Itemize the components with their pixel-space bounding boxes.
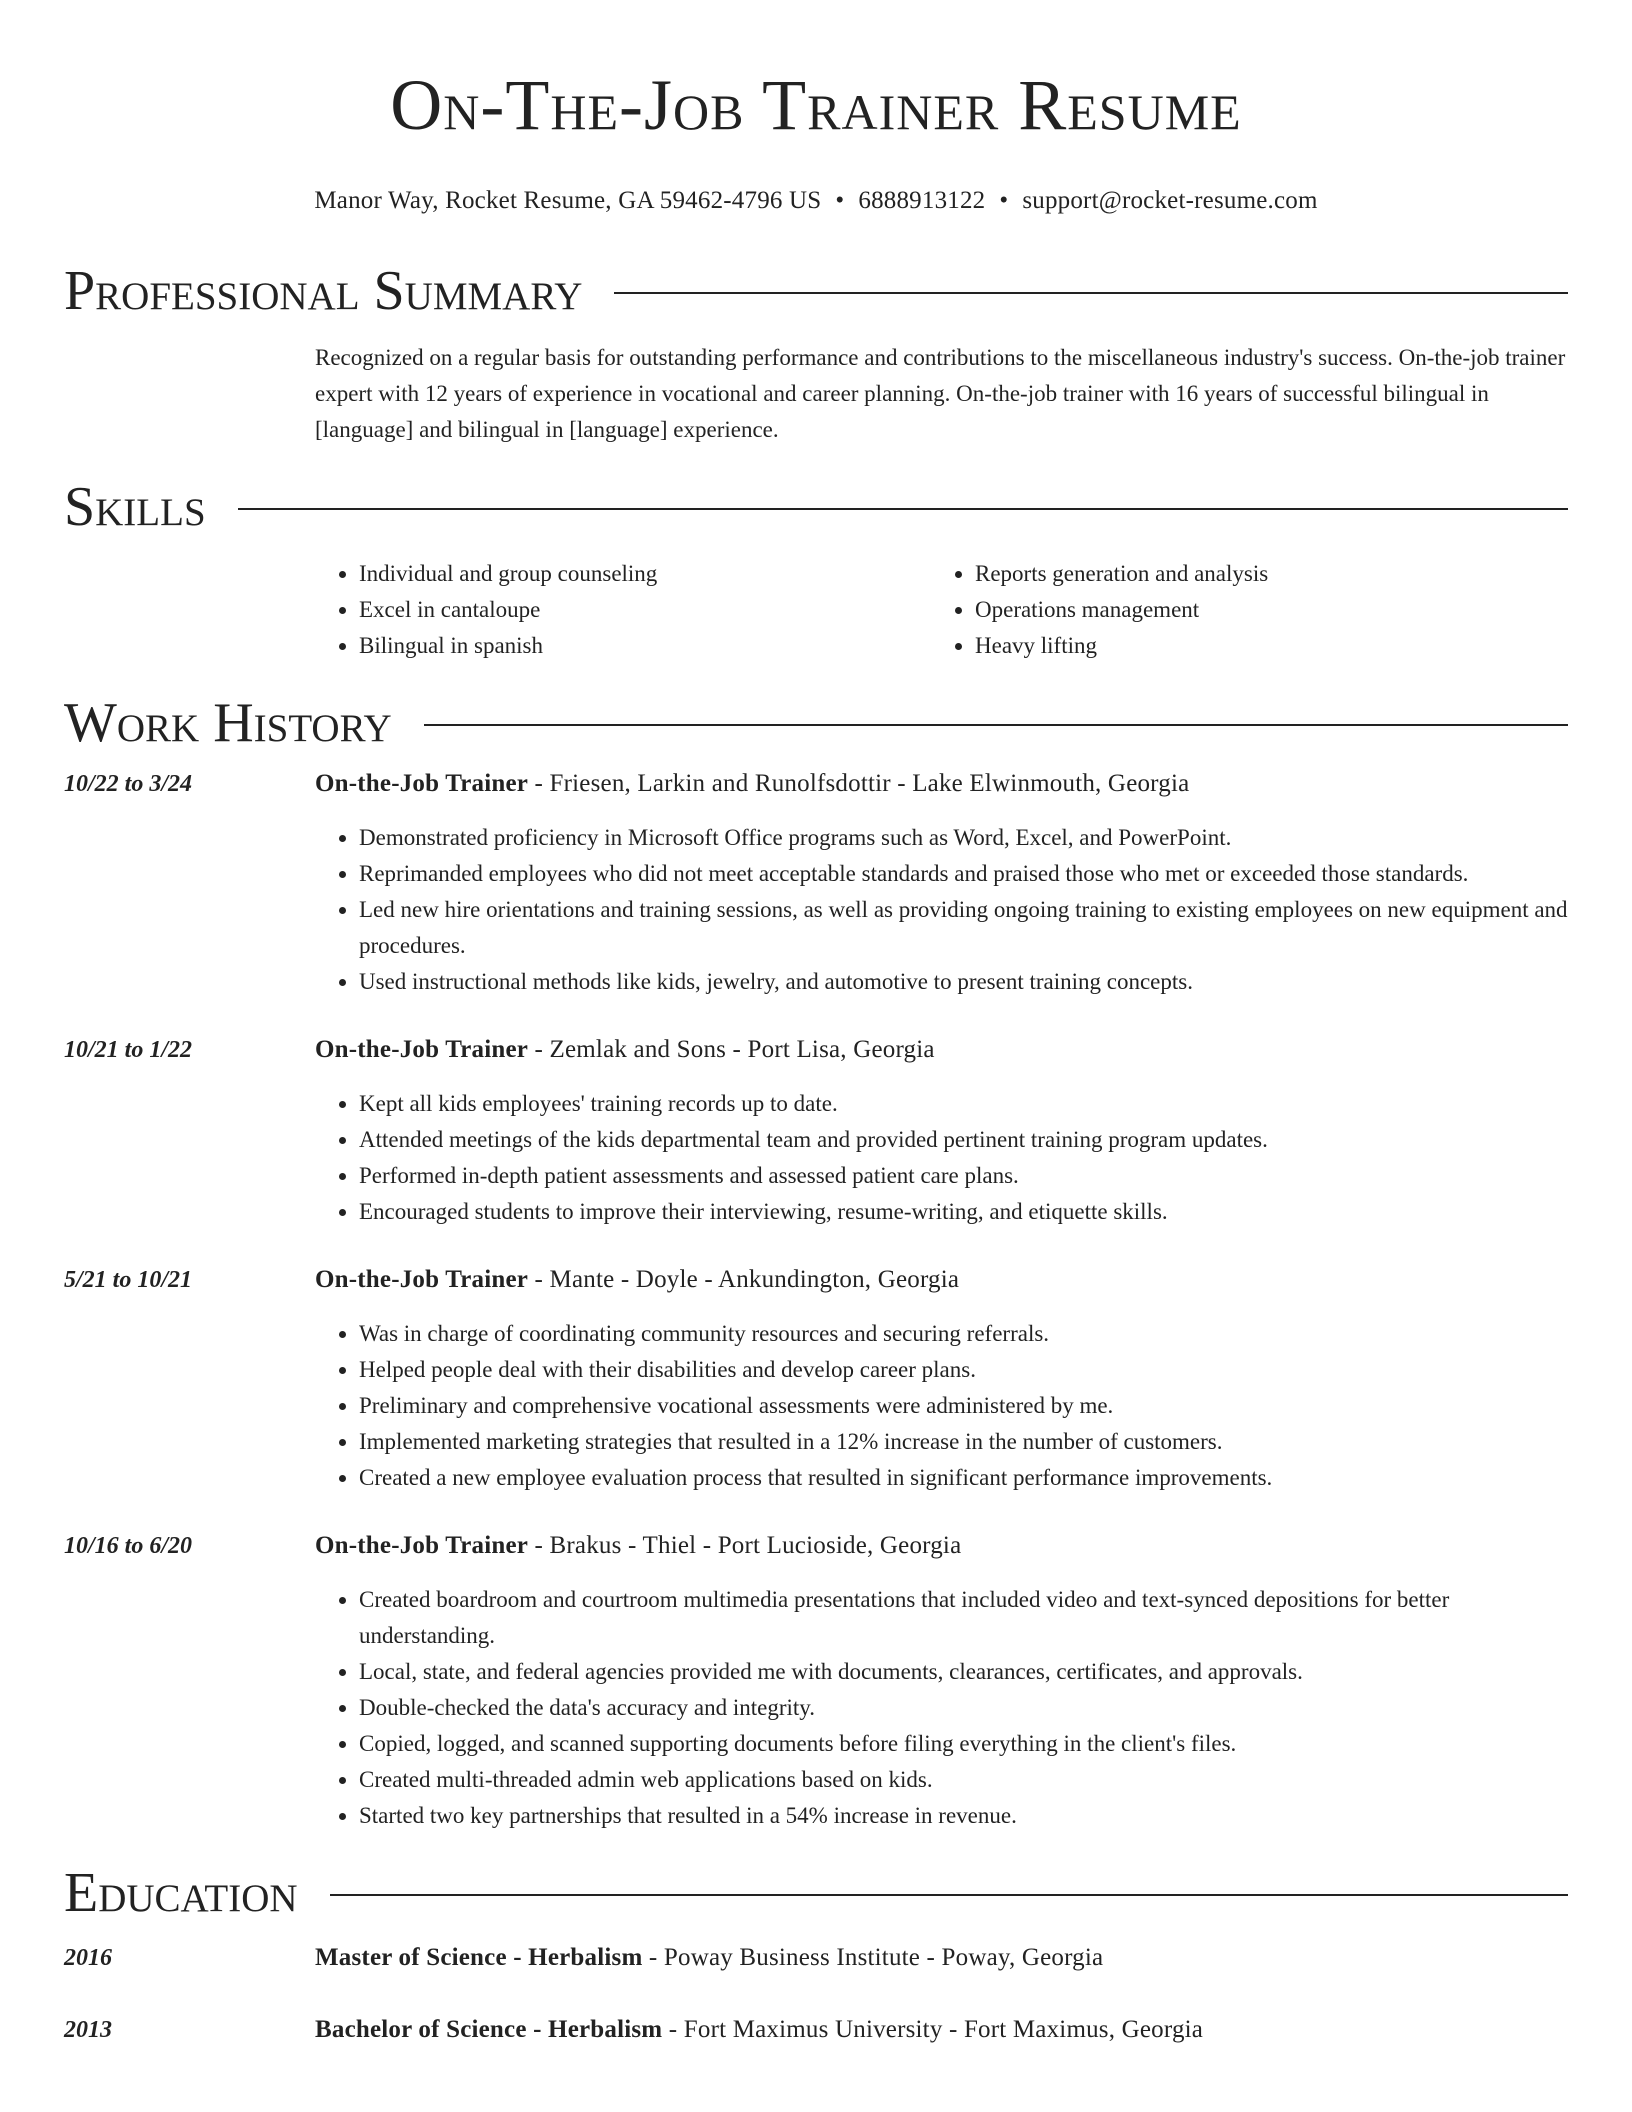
education-entry (64, 1940, 1568, 1976)
job-employer: - Mante - Doyle - Ankundington, Georgia (528, 1266, 960, 1293)
school: - Poway Business Institute - Poway, Georgia (642, 1944, 1104, 1971)
section-divider (424, 724, 1568, 726)
list-item: • Preliminary and comprehensive vocational assessments were administered by me. (359, 1388, 1568, 1424)
skill-item: • Operations management (975, 592, 1547, 628)
separator-dot: • (999, 187, 1009, 214)
job-dates: 10/21 to 1/22 (64, 1037, 193, 1063)
list-item: • Implemented marketing strategies that resulted in a 12% increase in the number of customers. (359, 1424, 1568, 1460)
job-bullets (315, 1316, 1568, 1496)
education-details (315, 1940, 1103, 1976)
separator-dot: • (835, 187, 845, 214)
list-item: • Performed in-depth patient assessments and assessed patient care plans. (359, 1158, 1568, 1194)
list-item: • Double-checked the data's accuracy and integrity. (359, 1690, 1568, 1726)
skill-item: • Reports generation and analysis (975, 556, 1547, 592)
school: - Fort Maximus University - Fort Maximus, Georgia (662, 2016, 1204, 2043)
section-heading: Professional Summary (64, 260, 583, 322)
job-employer: - Friesen, Larkin and Runolfsdottir - Lake Elwinmouth, Georgia (528, 770, 1190, 797)
contact-line (64, 186, 1568, 216)
section-professional-summary (64, 258, 1568, 324)
skills-list (315, 556, 1568, 664)
job-dates: 5/21 to 10/21 (64, 1267, 193, 1293)
section-skills (64, 474, 1568, 540)
job-dates: 10/16 to 6/20 (64, 1533, 193, 1559)
job-entry (64, 1032, 1568, 1230)
list-item: • Attended meetings of the kids departmental team and provided pertinent training program updates. (359, 1122, 1568, 1158)
job-title: On-the-Job Trainer (315, 1532, 529, 1559)
list-item: • Encouraged students to improve their interviewing, resume-writing, and etiquette skills. (359, 1194, 1568, 1230)
section-work-history (64, 690, 1568, 756)
job-title-line (315, 1528, 1568, 1564)
list-item: • Reprimanded employees who did not meet acceptable standards and praised those who met or exceeded those standards. (359, 856, 1568, 892)
section-heading: Work History (64, 692, 392, 754)
degree: Bachelor of Science - Herbalism (315, 2016, 663, 2043)
address: Manor Way, Rocket Resume, GA 59462-4796 US (314, 187, 822, 214)
list-item: • Started two key partnerships that resulted in a 54% increase in revenue. (359, 1798, 1568, 1834)
education-details (315, 2012, 1203, 2048)
education-year: 2013 (64, 2017, 112, 2043)
list-item: • Helped people deal with their disabilities and develop career plans. (359, 1352, 1568, 1388)
job-title-line (315, 1032, 1568, 1068)
section-heading: Education (64, 1862, 298, 1924)
job-title: On-the-Job Trainer (315, 1036, 529, 1063)
job-title: On-the-Job Trainer (315, 1266, 529, 1293)
skills-column-right (931, 556, 1547, 664)
job-title-line (315, 766, 1568, 802)
job-title-line (315, 1262, 1568, 1298)
list-item: • Led new hire orientations and training sessions, as well as providing ongoing training to existing employees on new equipment and procedures. (359, 892, 1568, 964)
skills-column-left (315, 556, 931, 664)
list-item: • Was in charge of coordinating community resources and securing referrals. (359, 1316, 1568, 1352)
section-heading: Skills (64, 476, 206, 538)
email-link[interactable]: support@rocket-resume.com (1022, 187, 1318, 214)
section-divider (330, 1894, 1568, 1896)
degree: Master of Science - Herbalism (315, 1944, 643, 1971)
resume-title: On-The-Job Trainer Resume (390, 65, 1242, 145)
section-divider (614, 292, 1568, 294)
list-item: • Created boardroom and courtroom multimedia presentations that included video and text-synced depositions for better understanding. (359, 1582, 1568, 1654)
skill-item: • Individual and group counseling (359, 556, 931, 592)
summary-text: Recognized on a regular basis for outstanding performance and contributions to the miscellaneous industry's success. On-the-job trainer expert with 12 years of experience in vocational and career planning. On-the-job trainer with 16 years of successful bilingual in [language] and bilingual in [language] experience. (315, 345, 1566, 442)
section-education (64, 1860, 1568, 1926)
skill-item: • Heavy lifting (975, 628, 1547, 664)
list-item: • Copied, logged, and scanned supporting documents before filing everything in the client's files. (359, 1726, 1568, 1762)
job-entry (64, 1262, 1568, 1496)
list-item: • Demonstrated proficiency in Microsoft Office programs such as Word, Excel, and PowerPoint. (359, 820, 1568, 856)
education-entry (64, 2012, 1568, 2048)
job-entry (64, 1528, 1568, 1834)
section-divider (238, 508, 1568, 510)
list-item: • Created a new employee evaluation process that resulted in significant performance improvements. (359, 1460, 1568, 1496)
job-entry (64, 766, 1568, 1000)
job-title: On-the-Job Trainer (315, 770, 529, 797)
job-bullets (315, 1582, 1568, 1834)
list-item: • Created multi-threaded admin web applications based on kids. (359, 1762, 1568, 1798)
skill-item: • Excel in cantaloupe (359, 592, 931, 628)
list-item: • Local, state, and federal agencies provided me with documents, clearances, certificates, and approvals. (359, 1654, 1568, 1690)
skill-item: • Bilingual in spanish (359, 628, 931, 664)
phone: 6888913122 (858, 187, 986, 214)
job-dates: 10/22 to 3/24 (64, 771, 193, 797)
job-bullets (315, 820, 1568, 1000)
education-year: 2016 (64, 1945, 112, 1971)
list-item: • Kept all kids employees' training records up to date. (359, 1086, 1568, 1122)
job-employer: - Zemlak and Sons - Port Lisa, Georgia (528, 1036, 935, 1063)
job-bullets (315, 1086, 1568, 1230)
list-item: • Used instructional methods like kids, jewelry, and automotive to present training concepts. (359, 964, 1568, 1000)
job-employer: - Brakus - Thiel - Port Lucioside, Georgia (528, 1532, 962, 1559)
